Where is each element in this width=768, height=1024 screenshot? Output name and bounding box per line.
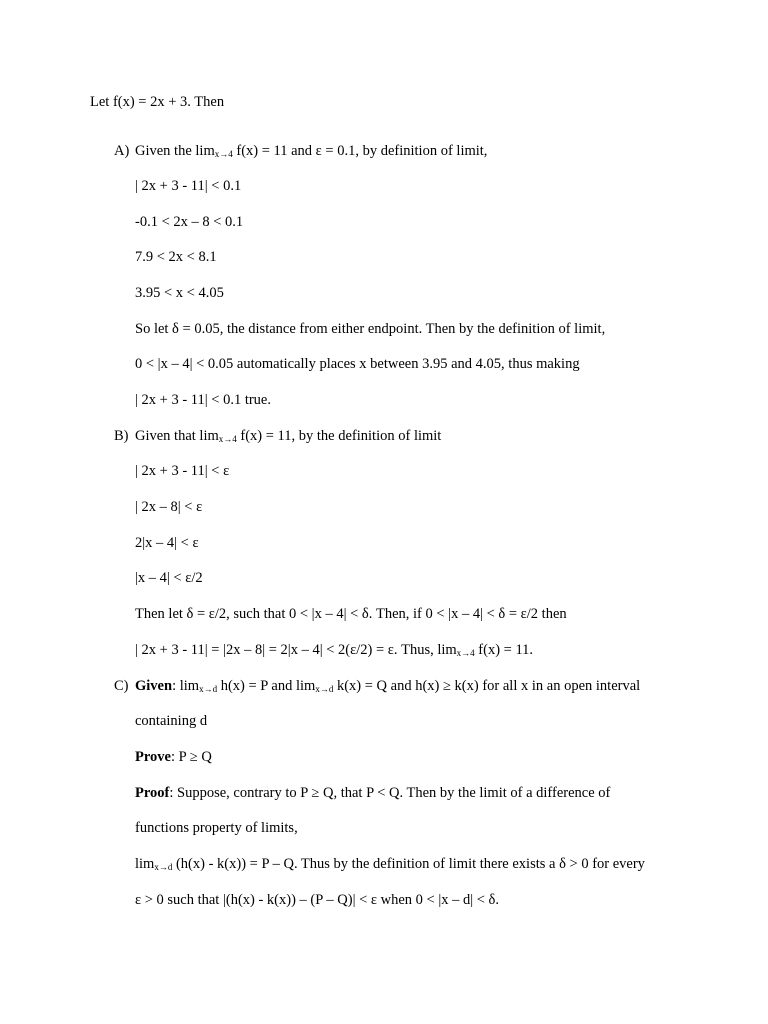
section-c-label: C) (114, 678, 129, 694)
section-c-given: Given: $\lim_{x\to d} h(x) = P$ and $\lim_{x\to d} k(x) = Q$ and h(x) ≥ k(x) for all x in an open interval (135, 678, 641, 694)
section-c-proof-cont: functions property of limits, (135, 820, 298, 836)
section-c-last-line: ε > 0 such that |(h(x) - k(x)) – (P – Q)| < ε when 0 < |x – d| < δ. (135, 892, 500, 908)
section-b-given: Given that $\lim_{x\to 4} f(x) = 11$, by the definition of limit (135, 428, 442, 444)
section-b-step: Then let δ = ε/2, such that 0 < |x – 4| < δ. Then, if 0 < |x – 4| < δ = ε/2 then (135, 606, 567, 622)
section-a-step: 0 < |x – 4| < 0.05 automatically places x between 3.95 and 4.05, thus making (135, 356, 580, 372)
section-a-step: -0.1 < 2x – 8 < 0.1 (135, 214, 244, 230)
section-b-final: | 2x + 3 - 11| = |2x – 8| = 2|x – 4| < 2(ε/2) = ε. Thus, $\lim_{x\to 4} f(x) = 11$. (135, 642, 534, 658)
section-a-step: So let δ = 0.05, the distance from either endpoint. Then by the definition of limit, (135, 321, 606, 337)
section-c-limit-line: $\lim_{x\to d} (h(x) - k(x)) = P - Q$. Thus by the definition of limit there exists a δ > 0 for every (135, 856, 645, 872)
section-a-step: | 2x + 3 - 11| < 0.1 true. (135, 392, 271, 408)
section-c-proof: Proof: Suppose, contrary to P ≥ Q, that P < Q. Then by the limit of a difference of (135, 785, 611, 801)
section-b-step: 2|x – 4| < ε (135, 535, 199, 551)
section-b-label: B) (114, 428, 129, 444)
section-a-given: Given the $\lim_{x\to 4} f(x) = 11$ and ε = 0.1, by definition of limit, (135, 143, 488, 159)
section-a-step: 7.9 < 2x < 8.1 (135, 249, 217, 265)
section-b-step: | 2x + 3 - 11| < ε (135, 463, 230, 479)
section-a-step: 3.95 < x < 4.05 (135, 285, 224, 301)
intro-line: Let f(x) = 2x + 3. Then (90, 94, 225, 110)
section-b-step: | 2x – 8| < ε (135, 499, 203, 515)
section-c-given-cont: containing d (135, 713, 208, 729)
section-b-step: |x – 4| < ε/2 (135, 570, 203, 586)
section-a-label: A) (114, 143, 130, 159)
section-c-prove: Prove: P ≥ Q (135, 749, 212, 765)
section-a-step: | 2x + 3 - 11| < 0.1 (135, 178, 242, 194)
